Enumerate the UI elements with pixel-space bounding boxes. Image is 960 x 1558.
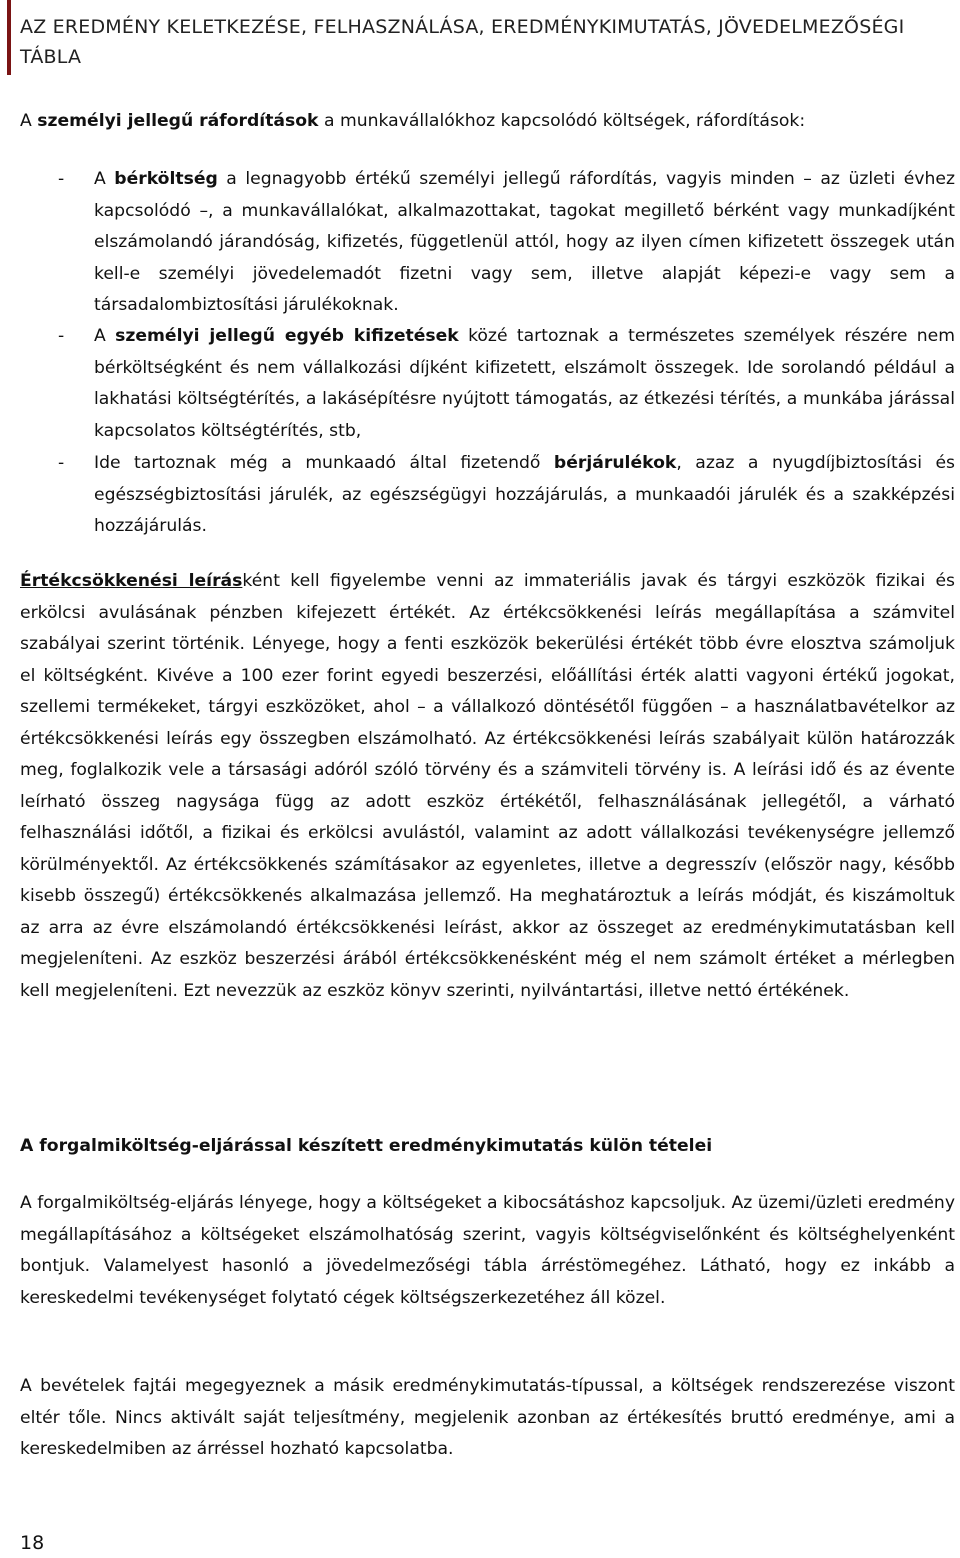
bullet-1-pre: A — [94, 169, 115, 189]
intro-post: a munkavállalókhoz kapcsolódó költségek, ráfordítások: — [318, 111, 806, 131]
bullet-2-post: közé tartoznak a természetes személyek részére nem bérköltségként és nem vállalkozási díjként kifizetett, elszámolt összegek. Ide sorolandó például a lakhatási költségtérítés, a lakásépítésre nyújtott támogatás, az étkezési térítés, a munkába járással kapcsolatos költségtérítés, stb, — [94, 326, 955, 441]
page-number: 18 — [20, 1532, 45, 1554]
page-header — [0, 0, 960, 76]
section-paragraph-2: A bevételek fajtái megegyeznek a másik eredménykimutatás-típussal, a költségek rendszerezése viszont eltér tőle. Nincs aktivált saját teljesítmény, megjelenik azonban az értékesítés bruttó eredménye, ami a kereskedelmiben az árréssel hozható kapcsolatba. — [20, 1376, 955, 1459]
bullet-1-bold-term: bérköltség — [114, 169, 218, 189]
section-heading: A forgalmiköltség-eljárással készített eredménykimutatás külön tételei — [20, 1136, 713, 1156]
section-paragraph-1: A forgalmiköltség-eljárás lényege, hogy a költségeket a kibocsátáshoz kapcsoljuk. Az üzemi/üzleti eredmény megállapításához a költségeket elszámolhatóság szerint, vagyis költségviselőnként és költséghelyenként bontjuk. Valamelyest hasonló a jövedelmezőségi tábla árréstömegéhez. Látható, hogy ez inkább a kereskedelmi tevékenységet folytató cégek költségszerkezetéhez áll közel. — [20, 1193, 955, 1308]
depreciation-paragraph — [20, 566, 955, 1007]
bullet-3-bold-term: bérjárulékok — [553, 453, 677, 473]
bullet-item-2 — [94, 321, 955, 447]
bullet-item-3 — [94, 448, 955, 543]
intro-bold-term: személyi jellegű ráfordítások — [37, 111, 319, 131]
header-accent-bar — [7, 0, 11, 75]
bullet-item-1 — [94, 164, 955, 322]
bullet-3-pre: Ide tartoznak még a munkaadó által fizetendő — [94, 453, 554, 473]
bullet-1-post: a legnagyobb értékű személyi jellegű ráfordítás, vagyis minden – az üzleti évhez kapcsolódó –, a munkavállalókat, alkalmazottakat, tagokat megillető bérként vagy munkadíjként elszámolandó járandóság, kifizetés, függetlenül attól, hogy az ilyen címen kifizetett összegek után kell-e személyi jövedelemadót fizetni vagy sem, illetve alapját képezi-e vagy sem a társadalombiztosítási járulékoknak. — [94, 169, 955, 315]
bullet-dash-1: - — [58, 169, 65, 189]
chapter-title: AZ EREDMÉNY KELETKEZÉSE, FELHASZNÁLÁSA, EREDMÉNYKIMUTATÁS, JÖVEDELMEZŐSÉGI TÁBLA — [20, 16, 905, 68]
bullet-2-pre: A — [94, 326, 116, 346]
intro-paragraph — [20, 106, 940, 138]
depreciation-text: ként kell figyelembe venni az immateriális javak és tárgyi eszközök fizikai és erkölcsi avulásának pénzben kifejezett értékét. Az értékcsökkenési leírás megállapítása a számvitel szabályai szerint történik. Lényege, hogy a fenti eszközök bekerülési értékét több évre elosztva számoljuk el költségként. Kivéve a 100 ezer forint egyedi beszerzési, előállítási érték alatti vagyoni értékű jogokat, szellemi termékeket, tárgyi eszközöket, ahol – a vállalkozó döntésétől függően – a használatbavételkor az értékcsökkenési leírás egy összegben elszámolható. Az értékcsökkenési leírás szabályait külön határozzák meg, foglalkozik vele a társasági adóról szóló törvény és a számviteli törvény is. A leírási idő és az évente leírható összeg nagysága függ az adott eszköz értékétől, felhasználásának jellegétől, a várható felhasználási időtől, a fizikai és erkölcsi avulástól, valamint az adott vállalkozási tevékenységre jellemző körülményektől. Az értékcsökkenés számításakor az egyenletes, illetve a degresszív (először nagy, később kisebb összegű) értékcsökkenés alkalmazása jellemző. Ha meghatároztuk a leírás módját, és kiszámoltuk az arra az évre elszámolandó értékcsökkenési leírást, akkor az összeget az eredménykimutatásban kell megjeleníteni. Az eszköz beszerzési árából értékcsökkenésként még el nem számolt értéket a mérlegben kell megjeleníteni. Ezt nevezzük az eszköz könyv szerinti, nyilvántartási, illetve nettó értékének. — [20, 571, 955, 1001]
bullet-3-post: , azaz a nyugdíjbiztosítási és egészségbiztosítási járulék, az egészségügyi hozzájárulás, a munkaadói járulék és a szakképzési hozzájárulás. — [94, 453, 955, 536]
intro-pre: A — [20, 111, 38, 131]
bullet-dash-3: - — [58, 453, 65, 473]
bullet-2-bold-term: személyi jellegű egyéb kifizetések — [115, 326, 459, 346]
bullet-dash-2: - — [58, 326, 65, 346]
depreciation-term: Értékcsökkenési leírás — [20, 571, 243, 591]
